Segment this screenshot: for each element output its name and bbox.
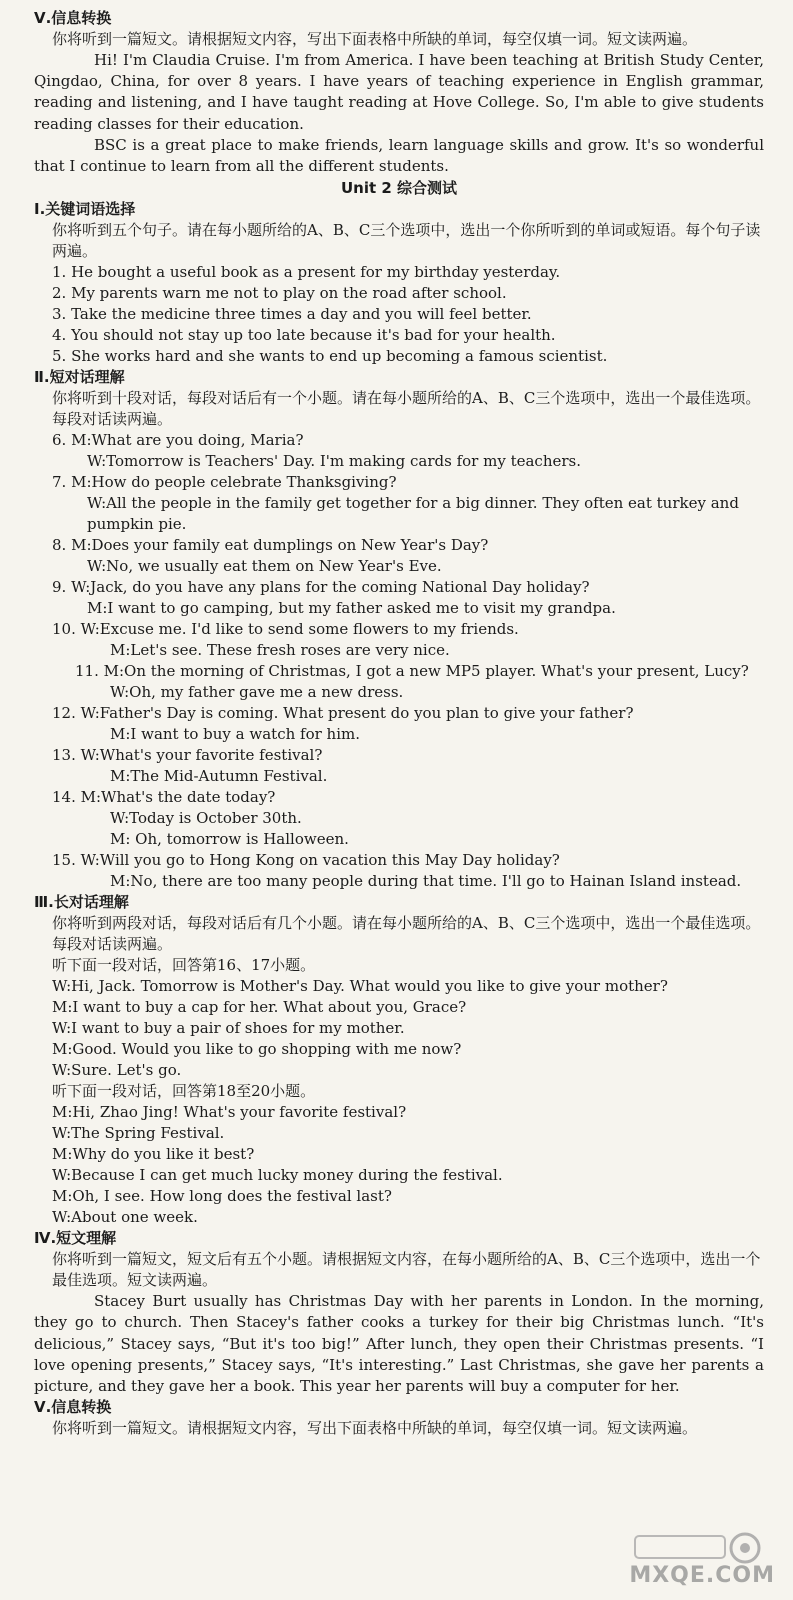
dialogue-line: W:About one week. — [52, 1208, 198, 1227]
dialogue-line: 7. M:How do people celebrate Thanksgiving? — [52, 473, 397, 492]
section-instruction: 你将听到五个句子。请在每小题所给的A、B、C三个选项中，选出一个你所听到的单词或短语。每个句子读两遍。 — [52, 221, 761, 261]
dialogue-line: M:Hi, Zhao Jing! What's your favorite festival? — [52, 1103, 407, 1122]
dialogue-line: M:I want to go camping, but my father asked me to visit my grandpa. — [87, 599, 616, 618]
sentence-item: 1. He bought a useful book as a present for my birthday yesterday. — [52, 263, 561, 282]
dialogue-line: W:The Spring Festival. — [52, 1124, 225, 1143]
dialogue-line: 听下面一段对话，回答第16、17小题。 — [52, 956, 316, 975]
dialogue-line: M:Oh, I see. How long does the festival last? — [52, 1187, 392, 1206]
document-page — [34, 8, 764, 1439]
dialogue-line: W:All the people in the family get together for a big dinner. They often eat turkey and pumpkin pie. — [87, 494, 739, 534]
passage-paragraph: BSC is a great place to make friends, learn language skills and grow. It's so wonderful that I continue to learn from all the different students. — [34, 135, 764, 176]
section-heading: Ⅴ.信息转换 — [34, 9, 112, 27]
dialogue-line: W:Tomorrow is Teachers' Day. I'm making cards for my teachers. — [87, 452, 581, 471]
passage-paragraph: Stacey Burt usually has Christmas Day with her parents in London. In the morning, they go to church. Then Stacey's father cooks a turkey for their big Christmas lunch. “It's delicious,” Stacey says, “But it's too big!” After lunch, they open their Christmas presents. “I love opening presents,” Stacey says, “It's interesting.” Last Christmas, she gave her parents a picture, and they gave her a book. This year her parents will buy a computer for her. — [34, 1292, 764, 1396]
dialogue-line: M:Good. Would you like to go shopping with me now? — [52, 1040, 462, 1059]
dialogue-line: 11. M:On the morning of Christmas, I got a new MP5 player. What's your present, Lucy? — [75, 662, 749, 681]
dialogue-line: W:Because I can get much lucky money during the festival. — [52, 1166, 503, 1185]
dialogue-line: 15. W:Will you go to Hong Kong on vacation this May Day holiday? — [52, 851, 560, 870]
dialogue-line: 14. M:What's the date today? — [52, 788, 276, 807]
watermark-text: MXQE.COM — [629, 1563, 775, 1588]
section-heading: Ⅲ.长对话理解 — [34, 893, 129, 912]
dialogue-line: W:Hi, Jack. Tomorrow is Mother's Day. What would you like to give your mother? — [52, 977, 668, 996]
dialogue-line: 6. M:What are you doing, Maria? — [52, 431, 304, 450]
section-instruction: 你将听到一篇短文。请根据短文内容，写出下面表格中所缺的单词，每空仅填一词。短文读两遍。 — [52, 1419, 698, 1438]
long-dialogue — [52, 955, 764, 1228]
dialogue-line: 听下面一段对话，回答第18至20小题。 — [52, 1082, 316, 1101]
section-heading: Ⅴ.信息转换 — [34, 1398, 112, 1417]
watermark — [615, 1530, 775, 1588]
dialogue-line: 10. W:Excuse me. I'd like to send some flowers to my friends. — [52, 620, 519, 639]
section-heading: Ⅳ.短文理解 — [34, 1229, 117, 1248]
sentence-item: 5. She works hard and she wants to end up becoming a famous scientist. — [52, 347, 608, 366]
dialogue-list — [52, 430, 764, 892]
dialogue-line: 12. W:Father's Day is coming. What present do you plan to give your father? — [52, 704, 634, 723]
dialogue-line: M:Why do you like it best? — [52, 1145, 255, 1164]
dialogue-line: 8. M:Does your family eat dumplings on New Year's Day? — [52, 536, 489, 555]
sentence-item: 4. You should not stay up too late because it's bad for your health. — [52, 326, 556, 345]
section-instruction: 你将听到十段对话，每段对话后有一个小题。请在每小题所给的A、B、C三个选项中，选出一个最佳选项。每段对话读两遍。 — [52, 389, 761, 429]
dialogue-line: W:Sure. Let's go. — [52, 1061, 182, 1080]
dialogue-line: W:Oh, my father gave me a new dress. — [110, 683, 404, 702]
dialogue-line: M:I want to buy a watch for him. — [110, 725, 360, 744]
dialogue-line: M:Let's see. These fresh roses are very nice. — [110, 641, 450, 660]
dialogue-line: 13. W:What's your favorite festival? — [52, 746, 323, 765]
dialogue-line: M:The Mid-Autumn Festival. — [110, 767, 328, 786]
sentence-item: 3. Take the medicine three times a day and you will feel better. — [52, 305, 532, 324]
section-instruction: 你将听到一篇短文，短文后有五个小题。请根据短文内容，在每小题所给的A、B、C三个选项中，选出一个最佳选项。短文读两遍。 — [52, 1250, 761, 1290]
dialogue-line: M: Oh, tomorrow is Halloween. — [110, 830, 349, 849]
sentence-list — [52, 262, 764, 367]
dialogue-line: W:I want to buy a pair of shoes for my mother. — [52, 1019, 405, 1038]
dialogue-line: W:No, we usually eat them on New Year's Eve. — [87, 557, 442, 576]
dialogue-line: M:No, there are too many people during that time. I'll go to Hainan Island instead. — [110, 872, 742, 891]
section-instruction: 你将听到一篇短文。请根据短文内容，写出下面表格中所缺的单词，每空仅填一词。短文读两遍。 — [52, 30, 698, 48]
section-heading: Ⅱ.短对话理解 — [34, 368, 125, 387]
passage-paragraph: Hi! I'm Claudia Cruise. I'm from America. I have been teaching at British Study Center, Qingdao, China, for over 8 years. I have years of teaching experience in English grammar, reading and listening, and I have taught reading at Hove College. So, I'm able to give students reading classes for their education. — [34, 51, 764, 133]
dialogue-line: M:I want to buy a cap for her. What about you, Grace? — [52, 998, 467, 1017]
section-instruction: 你将听到两段对话，每段对话后有几个小题。请在每小题所给的A、B、C三个选项中，选出一个最佳选项。每段对话读两遍。 — [52, 914, 761, 954]
dialogue-line: 9. W:Jack, do you have any plans for the coming National Day holiday? — [52, 578, 590, 597]
unit-title: Unit 2 综合测试 — [340, 179, 458, 198]
section-heading: Ⅰ.关键词语选择 — [34, 200, 136, 219]
sentence-item: 2. My parents warn me not to play on the road after school. — [52, 284, 507, 303]
dialogue-line: W:Today is October 30th. — [110, 809, 302, 828]
